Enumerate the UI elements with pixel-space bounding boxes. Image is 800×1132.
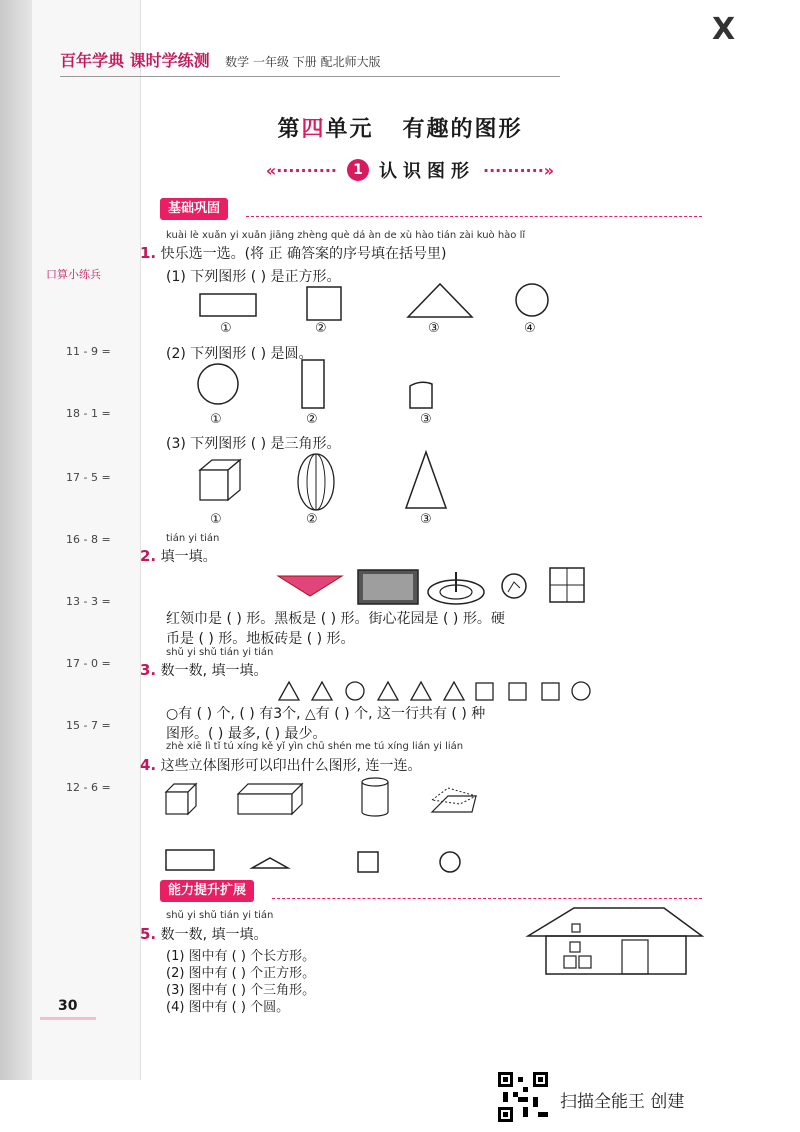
section-advanced-divider	[272, 898, 702, 900]
rectangle-shape	[166, 850, 214, 870]
q3-pinyin: shǔ yi shǔ tián yi tián	[166, 647, 274, 658]
q1-label: ①	[210, 412, 222, 427]
sidebar-item: 11 - 9 =	[66, 345, 111, 358]
q1-label: ④	[524, 321, 536, 336]
q4-number: 4.	[140, 756, 157, 774]
lesson-name: 认识图形	[379, 161, 475, 182]
q1-sub2: (2) 下列图形 ( ) 是圆。	[166, 346, 313, 362]
unit-title	[0, 112, 800, 143]
q1-label: ③	[420, 512, 432, 527]
cuboid-solid	[238, 794, 292, 814]
q1-label: ②	[315, 321, 327, 336]
q1-label: ②	[306, 512, 318, 527]
q5-item: (4) 图中有 ( ) 个圆。	[166, 1000, 290, 1015]
close-icon[interactable]: X	[712, 12, 736, 47]
q4-text: 这些立体图形可以印出什么图形, 连一连。	[160, 758, 422, 774]
circle-shape	[198, 364, 238, 404]
book-header	[60, 48, 381, 71]
q3-text: 数一数, 填一填。	[160, 663, 268, 679]
q4-prompt	[140, 755, 422, 775]
qr-code-icon[interactable]	[498, 1072, 548, 1122]
q5-number: 5.	[140, 925, 157, 943]
circle-shape	[516, 284, 548, 316]
q3-number: 3.	[140, 661, 157, 679]
q3-prompt	[140, 660, 268, 680]
section-basic-badge: 基础巩固	[160, 198, 228, 220]
q1-label: ③	[428, 321, 440, 336]
q1-sub1: (1) 下列图形 ( ) 是正方形。	[166, 269, 341, 285]
header-divider	[60, 76, 560, 77]
q3-shape-row	[276, 680, 596, 702]
unit-number: 四	[301, 117, 326, 142]
q5-pinyin: shǔ yi shǔ tián yi tián	[166, 910, 274, 921]
unit-suffix: 单元	[325, 117, 374, 142]
sidebar-item: 16 - 8 =	[66, 533, 111, 546]
q2-pinyin: tián yi tián	[166, 533, 220, 544]
lesson-dots-left: «··········	[265, 160, 337, 180]
q3-line1: ○有 ( ) 个, ( ) 有3个, △有 ( ) 个, 这一行共有 ( ) 种	[166, 706, 486, 722]
q1-sub3-shapes	[190, 448, 460, 512]
q4-plane-shapes	[160, 846, 480, 876]
lesson-title	[180, 155, 640, 185]
red-scarf-icon	[278, 576, 342, 596]
q4-pinyin: zhè xiē lì tǐ tú xíng kě yǐ yìn chū shén me tú xíng lián yi lián	[166, 741, 464, 752]
q5-item: (3) 图中有 ( ) 个三角形。	[166, 983, 316, 998]
sidebar-item: 12 - 6 =	[66, 781, 111, 794]
square-shape	[307, 287, 341, 320]
q1-sub2-shapes	[190, 356, 450, 412]
q3-line2: 图形。( ) 最多, ( ) 最少。	[166, 726, 327, 742]
sidebar-item: 18 - 1 =	[66, 407, 111, 420]
q5-prompt	[140, 924, 268, 944]
cube-shape	[200, 470, 228, 500]
rectangle-shape	[200, 294, 256, 316]
cube-solid	[166, 792, 188, 814]
q1-label: ①	[220, 321, 232, 336]
sidebar-title: 口算小练兵	[46, 268, 101, 281]
q1-sub1-shapes	[190, 282, 570, 322]
q2-line1: 红领巾是 ( ) 形。黑板是 ( ) 形。街心花园是 ( ) 形。硬	[166, 611, 505, 627]
q2-number: 2.	[140, 547, 157, 565]
q5-item: (2) 图中有 ( ) 个正方形。	[166, 966, 316, 981]
house-figure	[524, 904, 708, 980]
triangle-shape	[252, 858, 288, 868]
unit-name: 有趣的图形	[402, 117, 523, 142]
circle-shape	[440, 852, 460, 872]
section-advanced-badge: 能力提升扩展	[160, 880, 254, 902]
q2-text: 填一填。	[160, 549, 217, 565]
q1-prompt	[140, 243, 446, 263]
lesson-number-badge: 1	[347, 159, 369, 181]
quarter-circle-shape	[410, 382, 432, 408]
q1-label: ①	[210, 512, 222, 527]
tall-triangle-shape	[406, 452, 446, 508]
q5-text: 数一数, 填一填。	[160, 927, 268, 943]
tall-rectangle-shape	[302, 360, 324, 408]
triangle-shape	[408, 284, 472, 317]
scanner-watermark: 扫描全能王 创建	[560, 1092, 685, 1112]
sidebar-item: 13 - 3 =	[66, 595, 111, 608]
q2-pictures	[270, 564, 610, 608]
section-basic-divider	[246, 216, 702, 218]
q1-label: ②	[306, 412, 318, 427]
page-number: 30	[58, 998, 78, 1014]
q5-item: (1) 图中有 ( ) 个长方形。	[166, 949, 316, 964]
sidebar-item: 15 - 7 =	[66, 719, 111, 732]
lesson-dots-right: ··········»	[483, 160, 555, 180]
sidebar-item: 17 - 5 =	[66, 471, 111, 484]
q1-text: 快乐选一选。(将 正 确答案的序号填在括号里)	[160, 246, 447, 262]
q1-sub3: (3) 下列图形 ( ) 是三角形。	[166, 436, 341, 452]
q1-label: ③	[420, 412, 432, 427]
coin-icon	[502, 574, 526, 598]
book-brand: 百年学典 课时学练测	[60, 51, 210, 70]
page-spine	[0, 0, 32, 1080]
q2-line2: 币是 ( ) 形。地板砖是 ( ) 形。	[166, 631, 355, 647]
q2-prompt	[140, 546, 217, 566]
sidebar-item: 17 - 0 =	[66, 657, 111, 670]
q4-solids	[160, 774, 490, 822]
square-shape	[358, 852, 378, 872]
q1-number: 1.	[140, 244, 157, 262]
book-subject: 数学 一年级 下册 配北师大版	[225, 55, 381, 69]
q1-pinyin: kuài lè xuǎn yi xuǎn jiāng zhèng què dá àn de xù hào tián zài kuò hào lǐ	[166, 230, 526, 241]
page-number-underline	[40, 1017, 96, 1020]
prism-solid	[432, 796, 476, 812]
unit-prefix: 第	[277, 117, 302, 142]
